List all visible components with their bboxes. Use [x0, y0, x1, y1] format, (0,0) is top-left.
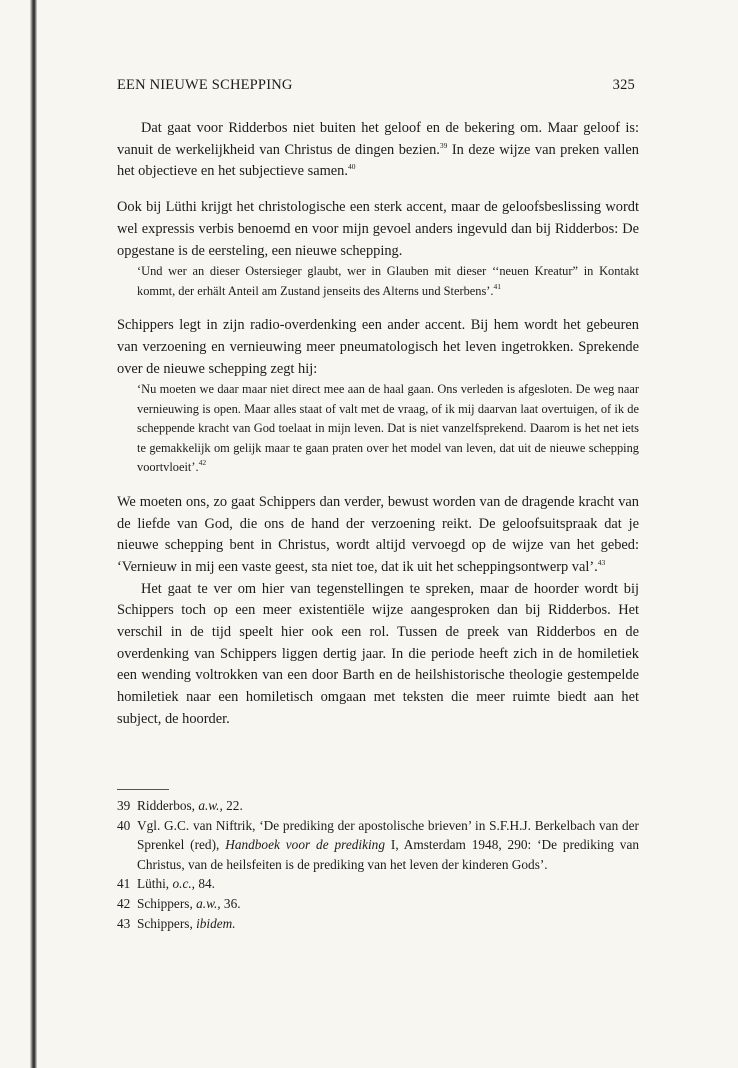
footnotes: [117, 796, 639, 933]
footnote-ref: 41: [493, 281, 502, 291]
footnote: 42 Schippers, a.w., 36.: [117, 895, 241, 911]
block-quote-2: ‘Nu moeten we daar maar niet direct mee aan de haal gaan. Ons verleden is afgesloten. De weg naar vernieuwing is open. Maar alles staat of valt met de vraag, of ik mij daarvan laat overtuigen, of ik de scheppende kracht van God toelaat in mijn leven. Dat is niet vanzelfsprekend. Daarom is het net iets te gemakkelijk om gelijk maar te gaan praten over het model van leven, dat uit de nieuwe schepping voortvloeit’.$^{42}$: [137, 382, 639, 475]
running-header: [117, 77, 635, 94]
running-title: EEN NIEUWE SCHEPPING: [117, 77, 293, 93]
footnote-ref: 42: [198, 458, 207, 468]
page-number: 325: [612, 77, 635, 93]
paragraph-1: Dat gaat voor Ridderbos niet buiten het geloof en de bekering om. Maar geloof is: vanuit de werkelijkheid van Christus de dingen bezien.$^{39}$ In deze wijze van preken vallen het objectieve en het subjectieve samen.$^{40}$: [117, 120, 640, 180]
footnote: 40 Vgl. G.C. van Niftrik, ‘De prediking der apostolische brieven’ in S.F.H.J. Berkelbach van der Sprenkel (red), Handboek voor de prediking I, Amsterdam 1948, 290: ‘De prediking van Christus, van de heilsfeiten is de prediking van het leven der kinderen Gods’.: [117, 817, 639, 872]
book-spine-shadow: [30, 0, 37, 1068]
paragraph-4: We moeten ons, zo gaat Schippers dan verder, bewust worden van de dragende kracht van de liefde van God, die ons de hand der verzoening reikt. De geloofsuitspraak dat je nieuwe schepping bent in Christus, wordt altijd vervoegd op de wijze van het gebed: ‘Vernieuw in mij een vaste geest, sta niet toe, dat ik uit het scheppingsontwerp val’.$^{43}$: [117, 493, 639, 575]
paragraph-5: Het gaat te ver om hier van tegenstellingen te spreken, maar de hoorder wordt bij Schippers toch op een meer existentiële wijze aangesproken dan bij Ridderbos. Het verschil in de tijd speelt hier ook een rol. Tussen de preek van Ridderbos en de overdenking van Schippers liggen dertig jaar. In die periode heeft zich in de homiletiek een wending voltrokken van een door Barth en de heilshistorische theologie gestempelde homiletiek naar een homiletisch omgaan met teksten die meer ruimte biedt aan het subject, de hoorder.: [117, 580, 639, 727]
paragraph-2: Ook bij Lüthi krijgt het christologische een sterk accent, maar de geloofsbeslissing wordt wel expressis verbis benoemd en voor mijn gevoel anders ingevuld dan bij Ridderbos: De opgestane is de eersteling, een nieuwe schepping.: [117, 199, 639, 259]
block-quote-1: ‘Und wer an dieser Ostersieger glaubt, wer in Glauben mit dieser ‘‘neuen Kreatur” in Kontakt kommt, der erhält Anteil am Zustand jenseits des Alterns und Sterbens’.$^{41}$: [137, 264, 639, 298]
footnote-divider: [117, 789, 169, 790]
footnote-ref: 39: [439, 140, 448, 150]
footnote-ref: 43: [597, 557, 606, 567]
footnote-ref: 40: [347, 162, 356, 172]
main-text: [117, 118, 639, 731]
paragraph-3: Schippers legt in zijn radio-overdenking een ander accent. Bij hem wordt het gebeuren van verzoening en vernieuwing meer pneumatologisch het leven ingetrokken. Sprekende over de nieuwe schepping zegt hij:: [117, 317, 639, 377]
footnote: 41 Lüthi, o.c., 84.: [117, 876, 215, 892]
footnote: 43 Schippers, ibidem.: [117, 915, 236, 931]
footnote: 39 Ridderbos, a.w., 22.: [117, 798, 243, 813]
